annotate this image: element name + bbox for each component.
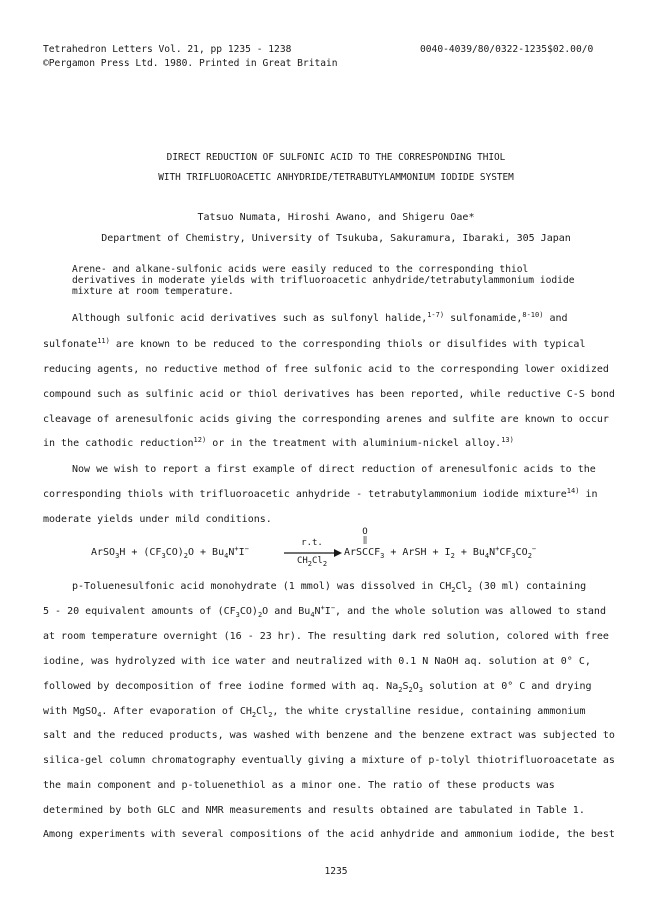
paragraph-3-line-2: 5 - 20 equivalent amounts of $(CF_3CO)_2O$ and $Bu_4N^+I^-$, and the whole solution was allowed to stand xyxy=(43,604,606,619)
paragraph-3-line-7: salt and the reduced products, was washed with benzene and the benzene extract was subjected to xyxy=(43,730,615,741)
abstract-line-2: derivatives in moderate yields with trifluoroacetic anhydride/tetrabutylammonium iodide xyxy=(72,275,575,286)
abstract-line-1: Arene- and alkane-sulfonic acids were easily reduced to the corresponding thiol xyxy=(72,264,529,275)
paragraph-3-line-3: at room temperature overnight (16 - 23 hr). The resulting dark red solution, colored with free xyxy=(43,631,609,642)
paragraph-3-line-1: p-Toluenesulfonic acid monohydrate (1 mmol) was dissolved in $CH_2Cl_2$ (30 ml) containing xyxy=(72,581,587,594)
paragraph-2-line-1: Now we wish to report a first example of direct reduction of arenesulfonic acids to the xyxy=(72,464,596,475)
paragraph-3-line-6: with MgSO$_4$. After evaporation of $CH_2Cl_2$, the white crystalline residue, containing ammonium xyxy=(43,706,586,719)
title-line-1: DIRECT REDUCTION OF SULFONIC ACID TO THE CORRESPONDING THIOL xyxy=(166,152,506,163)
paragraph-3-line-10: determined by both GLC and NMR measurements and results obtained are tabulated in Table 1. xyxy=(43,805,585,816)
paragraph-2-line-2: corresponding thiols with trifluoroacetic anhydride - tetrabutylammonium iodide mixture$^{14)}$ in xyxy=(43,487,598,500)
journal-citation: Tetrahedron Letters Vol. 21, pp 1235 - 1238 xyxy=(43,44,292,55)
article-code: 0040-4039/80/0322-1235$02.00/0 xyxy=(420,44,594,55)
abstract-line-3: mixture at room temperature. xyxy=(72,286,234,297)
title-line-2: WITH TRIFLUOROACETIC ANHYDRIDE/TETRABUTYLAMMONIUM IODIDE SYSTEM xyxy=(158,172,514,183)
carbonyl-oxygen: O ‖ xyxy=(362,527,368,544)
paragraph-3-line-5: followed by decomposition of free iodine formed with aq. $Na_2S_2O_3$ solution at 0° C and drying xyxy=(43,681,592,694)
paragraph-1-line-5: cleavage of arenesulfonic acids giving the corresponding arenes and sulfite are known to occur xyxy=(43,414,609,425)
publisher-line: ©Pergamon Press Ltd. 1980. Printed in Great Britain xyxy=(43,58,338,69)
reaction-products: ArSCCF$_3$ + ArSH + $I_2 + Bu_4N^+CF_3CO_2^-$ xyxy=(344,545,537,560)
paragraph-3-line-4: iodine, was hydrolyzed with ice water and neutralized with 0.1 N NaOH aq. solution at 0° C, xyxy=(43,656,591,667)
paragraph-3-line-11: Among experiments with several compositions of the acid anhydride and ammonium iodide, the best xyxy=(43,829,615,840)
paragraph-1-line-2: sulfonate$^{11)}$ are known to be reduced to the corresponding thiols or disulfides with typical xyxy=(43,337,586,350)
paragraph-1-line-4: compound such as sulfinic acid or thiol derivatives has been reported, while reductive C-S bond xyxy=(43,389,615,400)
paragraph-1-line-6: in the cathodic reduction$^{12)}$ or in the treatment with aluminium-nickel alloy.$^{13)}$ xyxy=(43,436,514,449)
affiliation: Department of Chemistry, University of Tsukuba, Sakuramura, Ibaraki, 305 Japan xyxy=(101,233,571,244)
reactant-sulfonic-acid: ArSO$_3$H + $(CF_3CO)_2O + Bu_4N^+I^-$ xyxy=(91,545,249,560)
paragraph-3-line-8: silica-gel column chromatography eventually giving a mixture of p-tolyl thiotrifluoroacetate as xyxy=(43,755,615,766)
arrow-condition-bottom: $CH_2Cl_2$ xyxy=(296,556,328,568)
paragraph-2-line-3: moderate yields under mild conditions. xyxy=(43,514,272,525)
paragraph-1-line-1: Although sulfonic acid derivatives such as sulfonyl halide,$^{1-7)}$ sulfonamide,$^{8-10)}$ and xyxy=(72,311,568,324)
paragraph-1-line-3: reducing agents, no reductive method of free sulfonic acid to the corresponding lower oxidized xyxy=(43,364,609,375)
arrow-condition-top: r.t. xyxy=(301,538,323,548)
authors: Tatsuo Numata, Hiroshi Awano, and Shigeru Oae* xyxy=(197,212,475,223)
paragraph-3-line-9: the main component and p-toluenethiol as a minor one. The ratio of these products was xyxy=(43,780,555,791)
reaction-equation xyxy=(91,547,249,558)
page-number: 1235 xyxy=(324,866,348,877)
